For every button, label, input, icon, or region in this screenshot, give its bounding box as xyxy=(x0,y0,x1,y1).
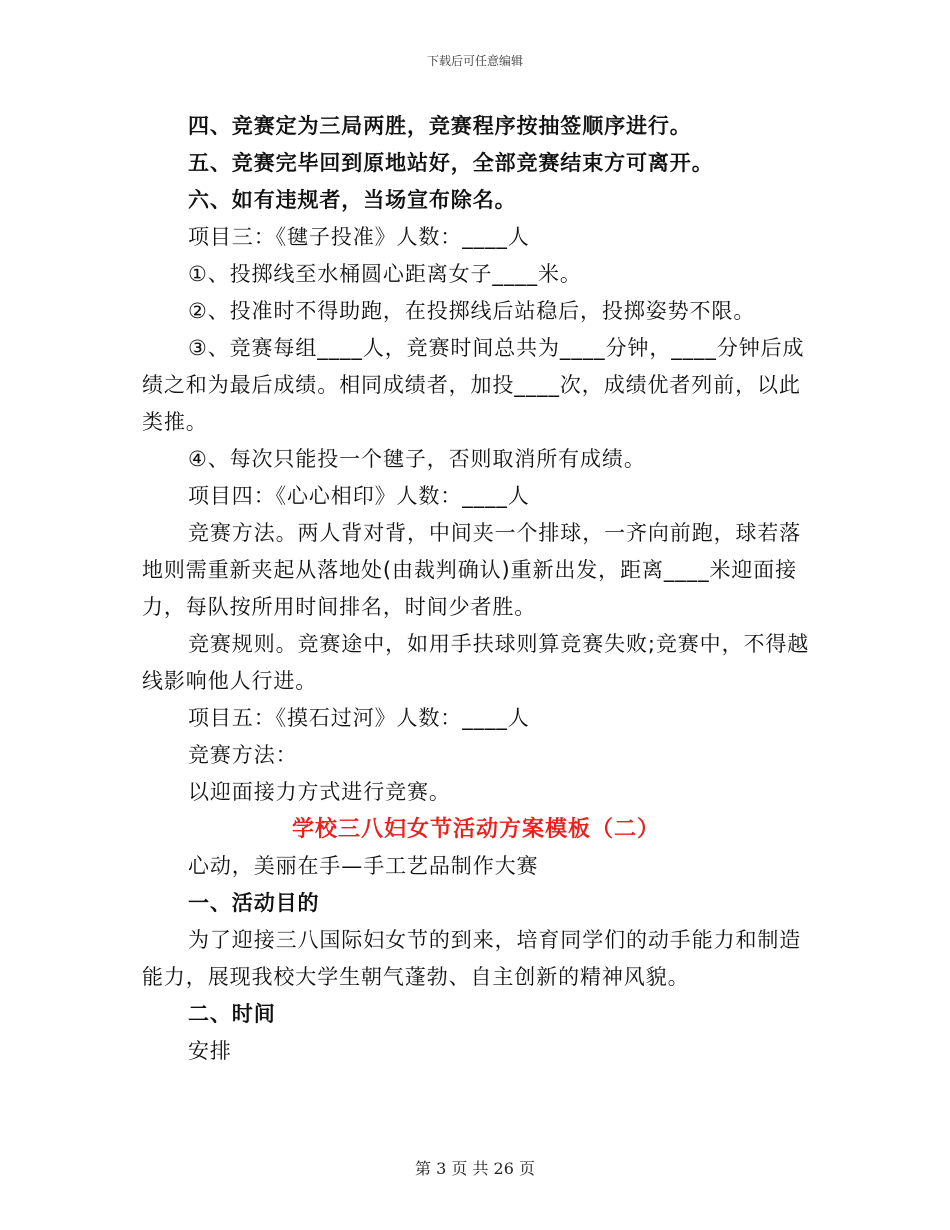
header-note: 下载后可任意编辑 xyxy=(426,54,523,68)
item3-title: 项目三：《毽子投准》人数：____人 xyxy=(188,225,530,249)
item4-rules: 竞赛规则。竞赛途中，如用手扶球则算竞赛失败;竞赛中，不得越线影响他人行进。 xyxy=(142,632,810,693)
rule-4: 四、竞赛定为三局两胜，竞赛程序按抽签顺序进行。 xyxy=(188,114,692,138)
item3-rule-4: ④、每次只能投一个毽子，否则取消所有成绩。 xyxy=(188,447,646,471)
item3-rule-2: ②、投准时不得助跑，在投掷线后站稳后，投掷姿势不限。 xyxy=(188,299,756,323)
heading-time: 二、时间 xyxy=(188,1002,276,1026)
heading-purpose: 一、活动目的 xyxy=(188,891,320,915)
item5-method: 以迎面接力方式进行竞赛。 xyxy=(188,780,451,804)
rule-5: 五、竞赛完毕回到原地站好，全部竞赛结束方可离开。 xyxy=(188,151,714,175)
time-text: 安排 xyxy=(188,1039,232,1063)
rule-6: 六、如有违规者，当场宣布除名。 xyxy=(188,188,517,212)
item4-title: 项目四：《心心相印》人数：____人 xyxy=(188,484,530,508)
item5-method-label: 竞赛方法： xyxy=(188,743,298,767)
item4-method: 竞赛方法。两人背对背，中间夹一个排球，一齐向前跑，球若落地则需重新夹起从落地处(由裁判确认)重新出发，距离____米迎面接力，每队按所用时间排名，时间少者胜。 xyxy=(142,521,802,619)
document-body xyxy=(142,108,810,1070)
item5-title: 项目五：《摸石过河》人数：____人 xyxy=(188,706,530,730)
page-number: 第 3 页 共 26 页 xyxy=(415,1159,535,1178)
purpose-text: 为了迎接三八国际妇女节的到来，培育同学们的动手能力和制造能力，展现我校大学生朝气蓬勃、自主创新的精神风貌。 xyxy=(142,928,802,989)
subtitle: 心动，美丽在手—手工艺品制作大赛 xyxy=(188,854,539,878)
section-title: 学校三八妇女节活动方案模板（二） xyxy=(291,817,660,842)
item3-rule-3: ③、竞赛每组____人，竞赛时间总共为____分钟，____分钟后成绩之和为最后成绩。相同成绩者，加投____次，成绩优者列前，以此类推。 xyxy=(142,336,805,434)
item3-rule-1: ①、投掷线至水桶圆心距离女子____米。 xyxy=(188,262,582,286)
